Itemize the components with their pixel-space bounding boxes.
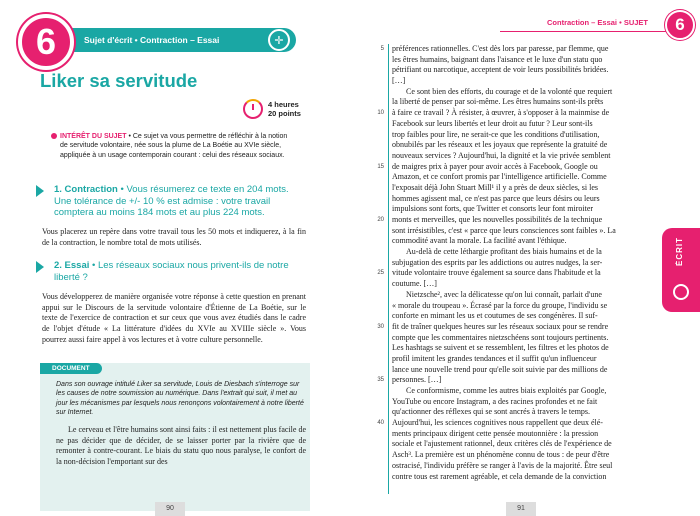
line-text: hommes agissent mal, ce n'est pas parce que leurs désirs ou leurs	[392, 193, 600, 203]
line-text: « morale du troupeau ». Écrasé par la force du groupe, l'individu se	[392, 300, 608, 310]
text-line	[392, 386, 662, 397]
text-line	[392, 450, 662, 461]
text-line	[392, 76, 662, 87]
text-line	[380, 44, 662, 55]
task2-text: • Les réseaux sociaux nous privent-ils de notre liberté ?	[54, 260, 289, 283]
line-text: sociale et l'ajustement rationnel, deux critères clés de l'expérience de	[392, 439, 612, 449]
compass-icon	[673, 284, 689, 300]
line-text: nouveaux services ? Aujourd'hui, la dignité et la vie privée semblent	[392, 150, 611, 160]
text-line	[392, 333, 662, 344]
text-line	[392, 311, 662, 322]
text-line	[392, 439, 662, 450]
points: 20 points	[268, 109, 301, 118]
line-text: vitude volontaire trouve également sa source dans l'habitude et la	[392, 268, 601, 278]
line-number: 15	[377, 163, 384, 170]
line-text: impulsions sont forts, que Twitter et consorts leur font miroiter	[392, 204, 594, 214]
line-text: commodité avant la morale. La facilité avant l'éthique.	[392, 236, 567, 246]
text-line	[377, 161, 662, 173]
clock-icon	[243, 99, 263, 119]
line-text: ments principaux dirigent cette pensée moutonnière : la pression	[392, 428, 599, 438]
document-continuation	[377, 44, 662, 482]
text-line	[392, 140, 662, 151]
side-tab-ecrit[interactable]	[662, 228, 700, 312]
text-line	[392, 397, 662, 408]
text-line	[377, 321, 662, 333]
line-number: 20	[377, 217, 384, 223]
line-text: Au-delà de cette léthargie profitant des biais humains et de la	[406, 247, 602, 257]
task-essai	[42, 260, 302, 283]
line-number: 10	[377, 110, 384, 117]
document-intro: Dans son ouvrage intitulé Liker sa servitude, Louis de Diesbach s'interroge sur les causes de notre soumission au numérique. Dans l'extrait qui suit, il met au jour les mécanismes par lesquels nous renonçons volontairement à notre liberté sur Internet.	[56, 381, 304, 417]
text-line	[392, 472, 662, 483]
chapter-header-label: Sujet d'écrit • Contraction – Essai	[84, 35, 220, 45]
arrow-right-icon	[36, 261, 44, 273]
line-text: subjugation des esprits par les addictions ou autres nudges, la ser-	[392, 257, 603, 267]
text-line	[392, 343, 662, 354]
text-line	[392, 55, 662, 66]
line-text: Aujourd'hui, les sciences cognitives nous rappellent que deux élé-	[392, 418, 603, 428]
page-number-left: 90	[155, 502, 185, 516]
line-text: Ce conformisme, comme les autres biais exploités par Google,	[406, 386, 607, 395]
text-line	[392, 247, 662, 258]
interet-label: INTÉRÊT DU SUJET	[60, 133, 127, 140]
line-text: l'exposait déjà John Stuart Mill¹ il y a près de deux siècles, si les	[392, 182, 599, 192]
line-text: sont irrésistibles, c'est « parce que leurs consciences sont faibles ». La	[392, 225, 616, 235]
line-text: ostracisé, l'individu préfère se ranger à l'avis de la majorité. Être seul	[392, 460, 613, 470]
text-line	[392, 407, 662, 418]
right-chapter-number: 6	[665, 10, 695, 40]
page-title: Liker sa servitude	[40, 70, 198, 91]
text-line	[392, 183, 662, 194]
text-line	[392, 354, 662, 365]
line-text: Ce sont bien des efforts, du courage et de la volonté que requiert	[406, 86, 613, 96]
line-text: Les hashtags se suivent et se ressemblent, les filtres et les photos de	[392, 343, 609, 353]
line-number: 30	[377, 323, 384, 330]
line-text: […]	[392, 76, 406, 86]
line-text: à faire ce travail ? À résister, à œuvrer, à s'opposer à la mainmise de	[392, 108, 610, 118]
line-text: profil imitent les grandes tendances et il suffit qu'un influenceur	[392, 353, 597, 363]
line-text: contre tous est rarement agréable, et cela demande de la conviction	[392, 471, 607, 481]
text-line	[392, 204, 662, 215]
line-text: monts et merveilles, que les nouvelles possibilités de la technique	[392, 215, 603, 224]
right-page	[350, 0, 700, 516]
text-line	[392, 290, 662, 301]
line-text: pétrifiant ou narcotique, acceptent de voir leurs possibilités bridées.	[392, 65, 609, 75]
text-line	[392, 279, 662, 290]
right-header-bar	[500, 14, 680, 32]
line-text: Asch³. La première est un phénomène connu de tous : de peur d'être	[392, 450, 610, 460]
contraction-instructions: Vous placerez un repère dans votre travail tous les 50 mots et indiquerez, à la fin de la contraction, le nombre total de mots utilisés.	[42, 227, 306, 247]
line-text: trop faibles pour lire, ne serait-ce que les conditions d'utilisation,	[392, 129, 600, 139]
line-text: Facebook sur leurs libertés et leur droit au futur ? Leur sont-ils	[392, 118, 593, 128]
line-number: 35	[377, 377, 384, 384]
compass-icon: ✛	[268, 29, 290, 51]
line-text: qu'actionner des réflexes qui se sont ancrés à travers le temps.	[392, 407, 591, 417]
text-line	[392, 87, 662, 98]
text-line	[392, 429, 662, 440]
line-text: compte que les commentaires nietzschéens sont toujours pertinents.	[392, 332, 609, 342]
chapter-number: 6	[18, 14, 74, 70]
text-line	[392, 97, 662, 108]
text-line	[392, 461, 662, 472]
line-text: fit de traîner quelques heures sur les réseaux sociaux pour se rendre	[392, 321, 609, 331]
text-line	[377, 375, 662, 386]
essai-instructions: Vous développerez de manière organisée votre réponse à cette question en prenant appui sur le Discours de la servitude volontaire d'Étienne de La Boétie, sur le texte de l'exercice de contraction et sur ceux que vous avez étudiés dans le cadre de l'objet d'étude « La littérature d'idées du XVIe au XVIIIe siècle ». Vous pourrez aussi faire appel à vos lectures et à votre culture personnelle.	[42, 292, 306, 344]
task1-label: 1. Contraction	[54, 184, 118, 195]
right-header-label: Contraction – Essai • SUJET	[547, 18, 648, 27]
text-line	[392, 151, 662, 162]
text-line	[392, 226, 662, 237]
line-number: 25	[377, 270, 384, 277]
text-line	[377, 418, 662, 429]
interet-text: • Ce sujet va vous permettre de réfléchir à la notion de servitude volontaire, née sous la plume de La Boétie au XVIe siècle, appliquée à un usage contemporain courant : celui des réseaux sociaux.	[60, 133, 288, 159]
text-line	[377, 108, 662, 119]
interet-du-sujet	[60, 132, 290, 160]
line-text: Nietzsche², avec la délicatesse qu'on lui connaît, parlait d'une	[406, 289, 602, 299]
line-text: Amazon, et ce confort promis par l'intelligence artificielle. Comme	[392, 172, 607, 182]
text-line	[392, 119, 662, 130]
text-line	[392, 258, 662, 269]
text-line	[392, 365, 662, 376]
line-text: personnes. […]	[392, 375, 442, 385]
line-text: obnubilés par les réseaux et les joyaux que représente la gratuité de	[392, 140, 608, 150]
page-number-right: 91	[506, 502, 536, 516]
text-column-rule	[388, 44, 389, 494]
text-line	[377, 268, 662, 279]
line-text: coutume. […]	[392, 279, 437, 289]
line-text: YouTube ou encore Instagram, a des racines profondes et ne fait	[392, 396, 598, 406]
task1-text: • Vous résumerez ce texte en 204 mots. Une tolérance de +/- 10 % est admise : votre travail comptera au moins 184 mots et au plus 224 mots.	[54, 184, 289, 218]
line-text: les êtres humains, baignant dans l'aisance et le luxe d'un statu quo	[392, 54, 603, 64]
line-text: préférences rationnelles. C'est dès lors par paresse, par flemme, que	[392, 44, 609, 53]
document-label: DOCUMENT	[40, 363, 102, 374]
side-tab-label: ÉCRIT	[675, 237, 684, 266]
document-text: Le cerveau et l'être humains sont ainsi faits : il est nettement plus facile de ne pas décider que de décider, de se laisser porter par la rivière que de remonter à contre-courant. Le biais du statu quo nous paralyse, le confort de la non-décision l'emportant sur des	[56, 425, 306, 467]
task2-label: 2. Essai	[54, 260, 90, 271]
text-line	[392, 236, 662, 247]
line-text: conforte en mimant les us et coutumes de ses congénères. Il suf-	[392, 311, 598, 321]
arrow-right-icon	[36, 185, 44, 197]
text-line	[392, 301, 662, 312]
text-line	[392, 194, 662, 205]
document-box	[40, 363, 310, 511]
text-line	[392, 130, 662, 141]
duration: 4 heures	[268, 100, 299, 109]
text-line	[377, 215, 662, 226]
line-number: 5	[380, 46, 384, 52]
chapter-header-bar	[56, 28, 296, 52]
line-text: lance une nouvelle trend pour qu'elle soit suivie par des millions de	[392, 364, 608, 374]
text-line	[392, 172, 662, 183]
text-line	[392, 65, 662, 76]
task-contraction	[42, 184, 302, 219]
line-text: de maigres prix à payer pour avoir accès à Facebook, Google ou	[392, 161, 598, 171]
bullet-dot-icon	[51, 133, 57, 139]
line-number: 40	[377, 420, 384, 427]
timer-block	[243, 99, 301, 119]
line-text: la liberté de penser par soi-même. Les êtres humains sont-ils prêts	[392, 97, 604, 107]
